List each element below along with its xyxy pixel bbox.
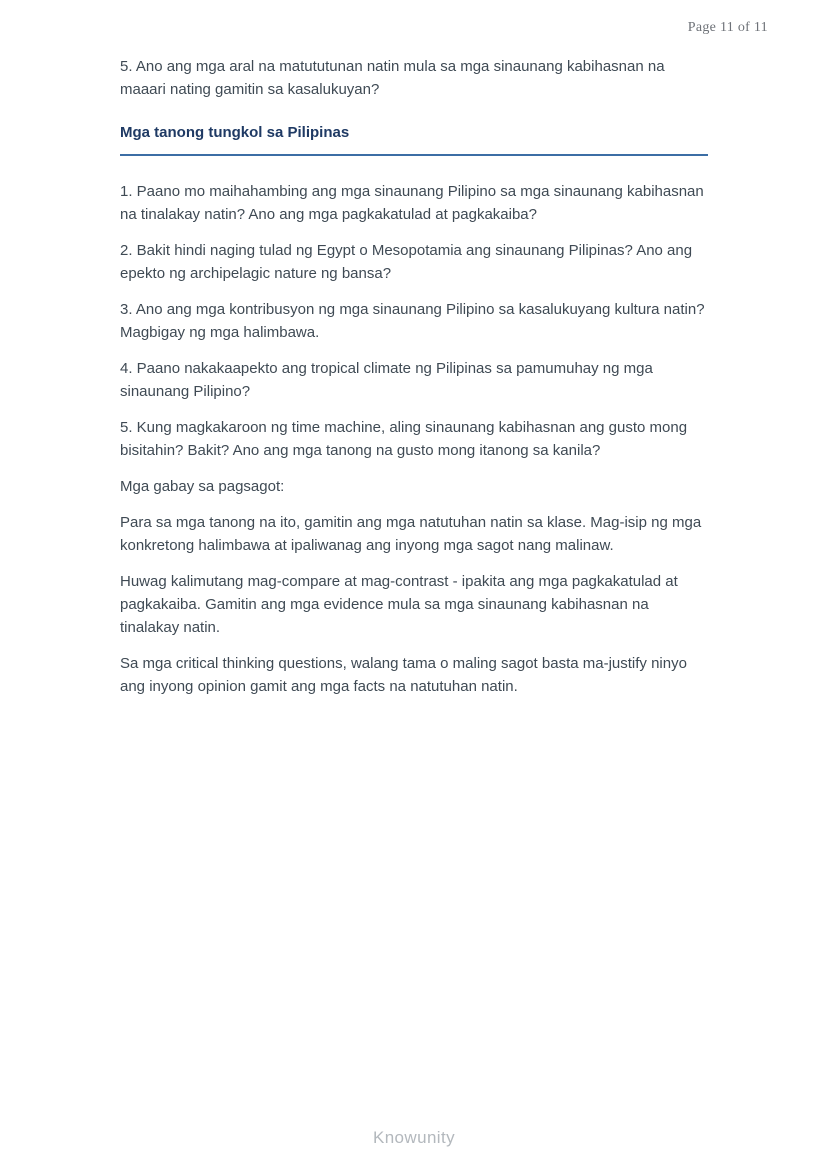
guide-paragraph-3: Sa mga critical thinking questions, walang tama o maling sagot basta ma-justify ninyo ang inyong opinion gamit ang mga facts na natutuhan natin.: [120, 655, 687, 695]
section-divider: [120, 154, 708, 156]
knowunity-watermark: Knowunity: [372, 1128, 456, 1147]
question-item-3: 3. Ano ang mga kontribusyon ng mga sinaunang Pilipino sa kasalukuyang kultura natin? Magbigay ng mga halimbawa.: [120, 301, 705, 341]
guide-paragraph-2: Huwag kalimutang mag-compare at mag-contrast - ipakita ang mga pagkakatulad at pagkakaiba. Gamitin ang mga evidence mula sa mga sinaunang kabihasnan na tinalakay natin.: [120, 573, 678, 636]
question-item-2: 2. Bakit hindi naging tulad ng Egypt o Mesopotamia ang sinaunang Pilipinas? Ano ang epekto ng archipelagic nature ng bansa?: [120, 242, 693, 282]
question-item-5: 5. Kung magkakaroon ng time machine, aling sinaunang kabihasnan ang gusto mong bisitahin? Bakit? Ano ang mga tanong na gusto mong itanong sa kanila?: [120, 419, 688, 459]
page-indicator: Page 11 of 11: [687, 20, 768, 35]
document-content: [120, 55, 708, 711]
guide-label: Mga gabay sa pagsagot:: [120, 478, 285, 495]
guide-paragraph-1: Para sa mga tanong na ito, gamitin ang mga natutuhan natin sa klase. Mag-isip ng mga konkretong halimbawa at ipaliwanag ang inyong mga sagot nang malinaw.: [120, 514, 702, 554]
question-item-1: 1. Paano mo maihahambing ang mga sinaunang Pilipino sa mga sinaunang kabihasnan na tinalakay natin? Ano ang mga pagkakatulad at pagkakaiba?: [120, 183, 704, 223]
section-heading: Mga tanong tungkol sa Pilipinas: [120, 124, 350, 141]
intro-paragraph: 5. Ano ang mga aral na matututunan natin mula sa mga sinaunang kabihasnan na maaari nating gamitin sa kasalukuyan?: [120, 58, 665, 98]
question-item-4: 4. Paano nakakaapekto ang tropical climate ng Pilipinas sa pamumuhay ng mga sinaunang Pilipino?: [120, 360, 653, 400]
